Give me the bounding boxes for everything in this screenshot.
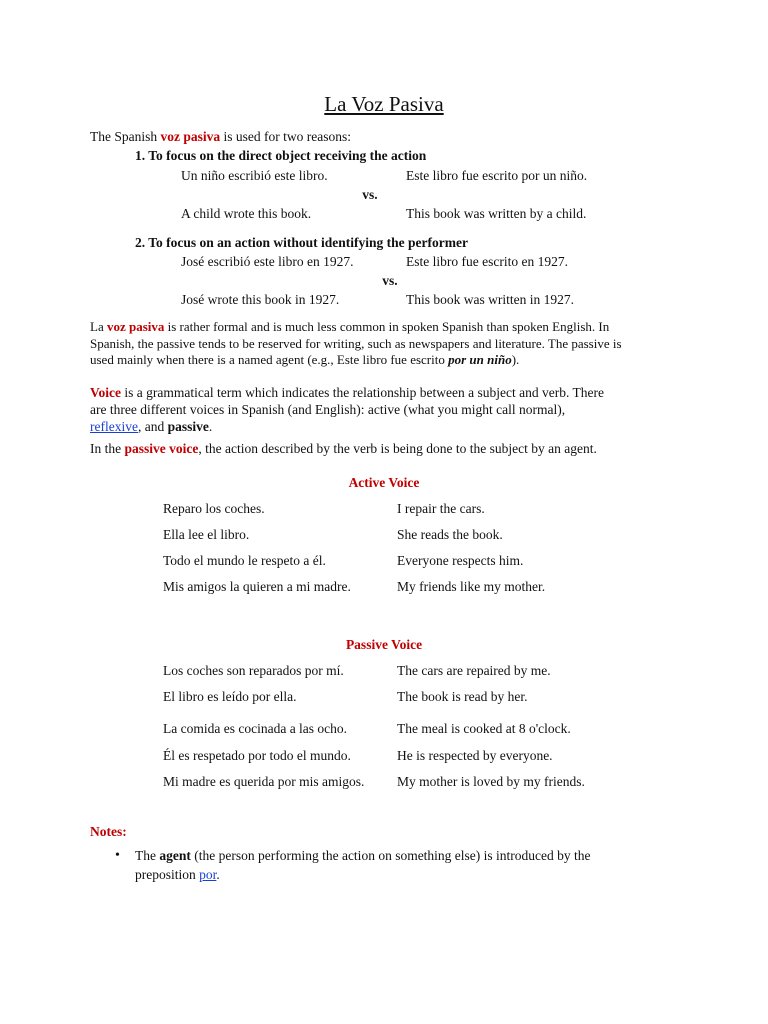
reason-1-example-es-passive: Este libro fue escrito por un niño. (406, 168, 588, 183)
formal-line-3-post: ). (511, 352, 520, 367)
formal-pre: La (90, 319, 107, 334)
reason-2-heading: 2. To focus on an action without identifying the performer (135, 235, 469, 250)
active-row-3-es: Todo el mundo le respeto a él. (163, 553, 326, 568)
formal-term: voz pasiva (106, 319, 165, 334)
formal-line-3-emph: por un niño (448, 352, 512, 367)
intro-term: voz pasiva (160, 129, 221, 144)
por-link[interactable]: por (199, 867, 217, 882)
voice-line-3-end: . (208, 419, 213, 434)
reflexive-link[interactable]: reflexive (90, 419, 138, 434)
active-row-2-es: Ella lee el libro. (163, 527, 250, 542)
voice-line-3-bold: passive (167, 419, 209, 434)
notes-heading: Notes: (90, 824, 127, 839)
formal-line-3-pre: used mainly when there is a named agent (e.g., Este libro fue escrito (90, 352, 449, 367)
formal-line-2: Spanish, the passive tends to be reserved for writing, such as newspapers and literature. The passive is (90, 335, 622, 351)
voice-line-3 (90, 418, 680, 435)
passive-row-1-en: The cars are repaired by me. (397, 663, 551, 678)
passive-row-4-en: He is respected by everyone. (397, 748, 553, 763)
passive-row-5-en: My mother is loved by my friends. (397, 774, 585, 789)
passive-def-post: , the action described by the verb is being done to the subject by an agent. (198, 441, 597, 456)
formal-line-1 (90, 319, 670, 336)
notes-item-line-1-rest: (the person performing the action on something else) is introduced by the (190, 848, 591, 863)
voice-line-3-mid: , and (137, 419, 168, 434)
passive-definition (90, 441, 597, 457)
reason-1-example-es: Un niño escribió este libro. (181, 168, 328, 183)
voice-line-1-rest: is a grammatical term which indicates the relationship between a subject and verb. There (121, 385, 604, 400)
notes-item-line-1 (135, 846, 655, 865)
passive-row-2-es: El libro es leído por ella. (163, 689, 297, 704)
notes-item (135, 846, 655, 884)
voice-line-1 (90, 384, 680, 401)
passive-voice-heading: Passive Voice (345, 637, 423, 652)
passive-def-term: passive voice (124, 441, 199, 456)
intro-line (90, 129, 351, 145)
active-row-4-en: My friends like my mother. (397, 579, 546, 594)
notes-item-bold: agent (159, 848, 191, 863)
reason-2-example-es: José escribió este libro en 1927. (181, 254, 354, 269)
passive-def-pre: In the (90, 441, 125, 456)
reason-2-example-es-passive: Este libro fue escrito en 1927. (406, 254, 568, 269)
notes-item-line-2-post: . (216, 867, 220, 882)
formal-line-3 (90, 352, 670, 369)
reason-2-example-en: José wrote this book in 1927. (181, 292, 340, 307)
voice-line-2: are three different voices in Spanish (and English): active (what you might call normal), (90, 402, 566, 417)
intro-post: is used for two reasons: (220, 129, 351, 144)
voice-term: Voice (90, 385, 121, 400)
reason-1-example-en-passive: This book was written by a child. (406, 206, 587, 221)
notes-item-line-2-pre: preposition (135, 867, 200, 882)
active-row-1-es: Reparo los coches. (163, 501, 265, 516)
reason-1-example-en: A child wrote this book. (181, 206, 312, 221)
voice-paragraph (90, 384, 680, 435)
active-voice-heading: Active Voice (348, 475, 420, 490)
active-row-4-es: Mis amigos la quieren a mi madre. (163, 579, 351, 594)
passive-row-3-en: The meal is cooked at 8 o'clock. (397, 721, 571, 736)
passive-row-1-es: Los coches son reparados por mí. (163, 663, 344, 678)
reason-1-vs: vs. (362, 187, 378, 202)
bullet-icon: • (115, 848, 120, 863)
reason-2-vs: vs. (382, 273, 398, 288)
notes-item-pre: The (135, 848, 160, 863)
page-title: La Voz Pasiva (324, 92, 444, 116)
reason-1-heading: 1. To focus on the direct object receiving the action (135, 148, 427, 163)
intro-pre: The Spanish (90, 129, 161, 144)
passive-row-4-es: Él es respetado por todo el mundo. (163, 748, 351, 763)
passive-row-2-en: The book is read by her. (397, 689, 528, 704)
passive-row-3-es: La comida es cocinada a las ocho. (163, 721, 348, 736)
reason-2-example-en-passive: This book was written in 1927. (406, 292, 574, 307)
active-row-2-en: She reads the book. (397, 527, 503, 542)
active-row-3-en: Everyone respects him. (397, 553, 524, 568)
notes-item-line-2 (135, 865, 655, 884)
passive-row-5-es: Mi madre es querida por mis amigos. (163, 774, 365, 789)
formal-line-1-rest: is rather formal and is much less common in spoken Spanish than spoken English. In (164, 319, 610, 334)
formal-paragraph (90, 319, 670, 369)
active-row-1-en: I repair the cars. (397, 501, 485, 516)
